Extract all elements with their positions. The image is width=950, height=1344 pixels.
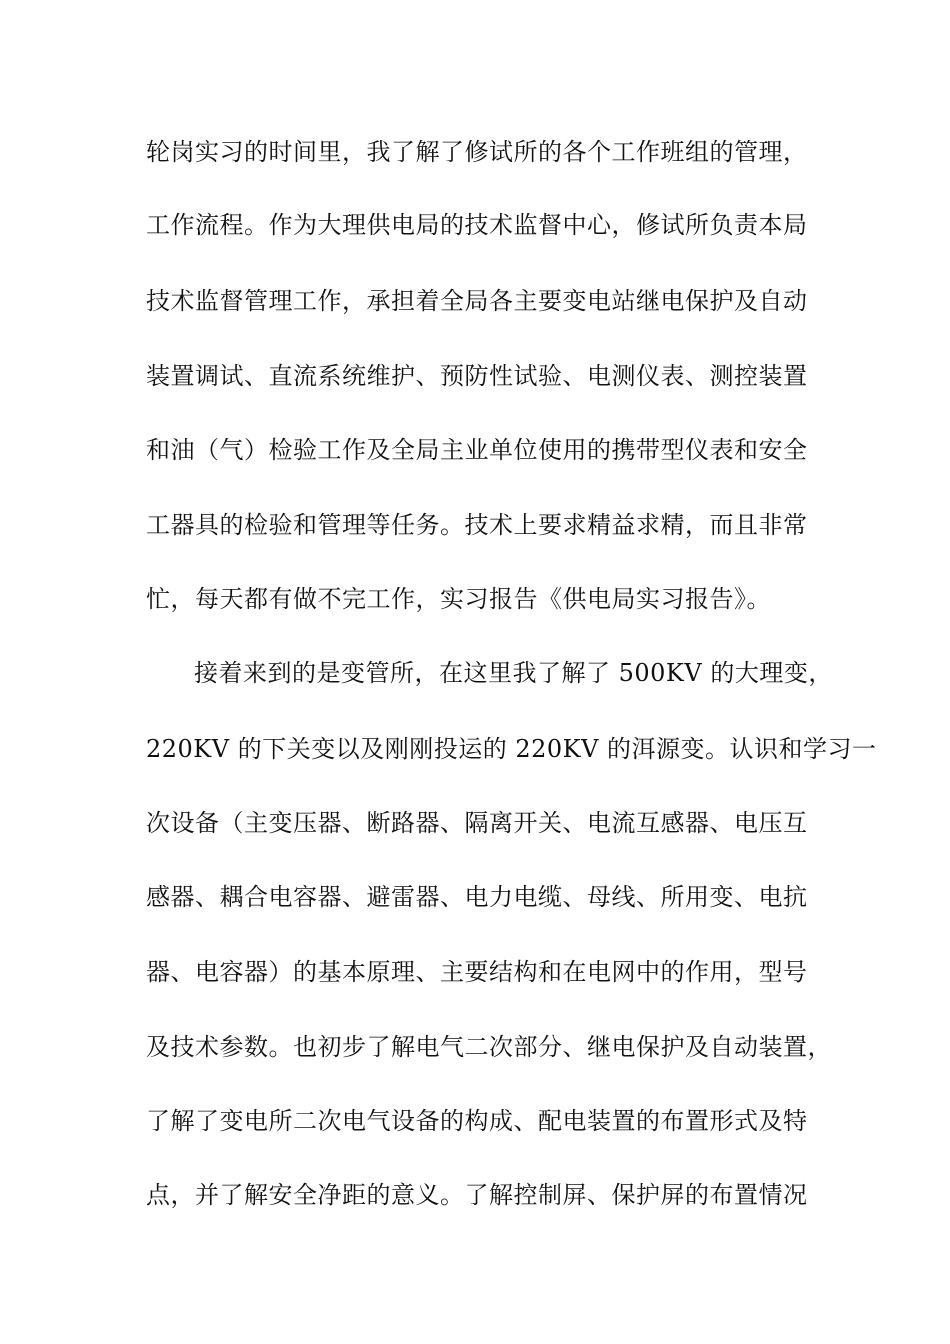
text-line: 轮岗实习的时间里，我了解了修试所的各个工作班组的管理， [146, 138, 808, 166]
text-line: 忙，每天都有做不完工作，实习报告《供电局实习报告》。 [146, 585, 771, 613]
text-line: 工器具的检验和管理等任务。技术上要求精益求精，而且非常 [146, 511, 808, 539]
paragraph-first-line: 接着来到的是变管所，在这里我了解了 500KV 的大理变， [194, 659, 833, 687]
text-line: 点，并了解安全净距的意义。了解控制屏、保护屏的布置情况 [146, 1181, 808, 1209]
text-line: 了解了变电所二次电气设备的构成、配电装置的布置形式及特 [146, 1107, 808, 1135]
text-line: 器、电容器）的基本原理、主要结构和在电网中的作用，型号 [146, 958, 808, 986]
text-line: 次设备（主变压器、断路器、隔离开关、电流互感器、电压互 [146, 809, 808, 837]
text-line: 工作流程。作为大理供电局的技术监督中心，修试所负责本局 [146, 211, 808, 239]
text-line: 和油（气）检验工作及全局主业单位使用的携带型仪表和安全 [146, 436, 808, 464]
text-line: 感器、耦合电容器、避雷器、电力电缆、母线、所用变、电抗 [146, 883, 808, 911]
text-line: 技术监督管理工作，承担着全局各主要变电站继电保护及自动 [146, 287, 808, 315]
text-line: 220KV 的下关变以及刚刚投运的 220KV 的洱源变。认识和学习一 [146, 735, 877, 763]
text-line: 装置调试、直流系统维护、预防性试验、电测仪表、测控装置 [146, 362, 808, 390]
text-line: 及技术参数。也初步了解电气二次部分、继电保护及自动装置， [146, 1033, 832, 1061]
